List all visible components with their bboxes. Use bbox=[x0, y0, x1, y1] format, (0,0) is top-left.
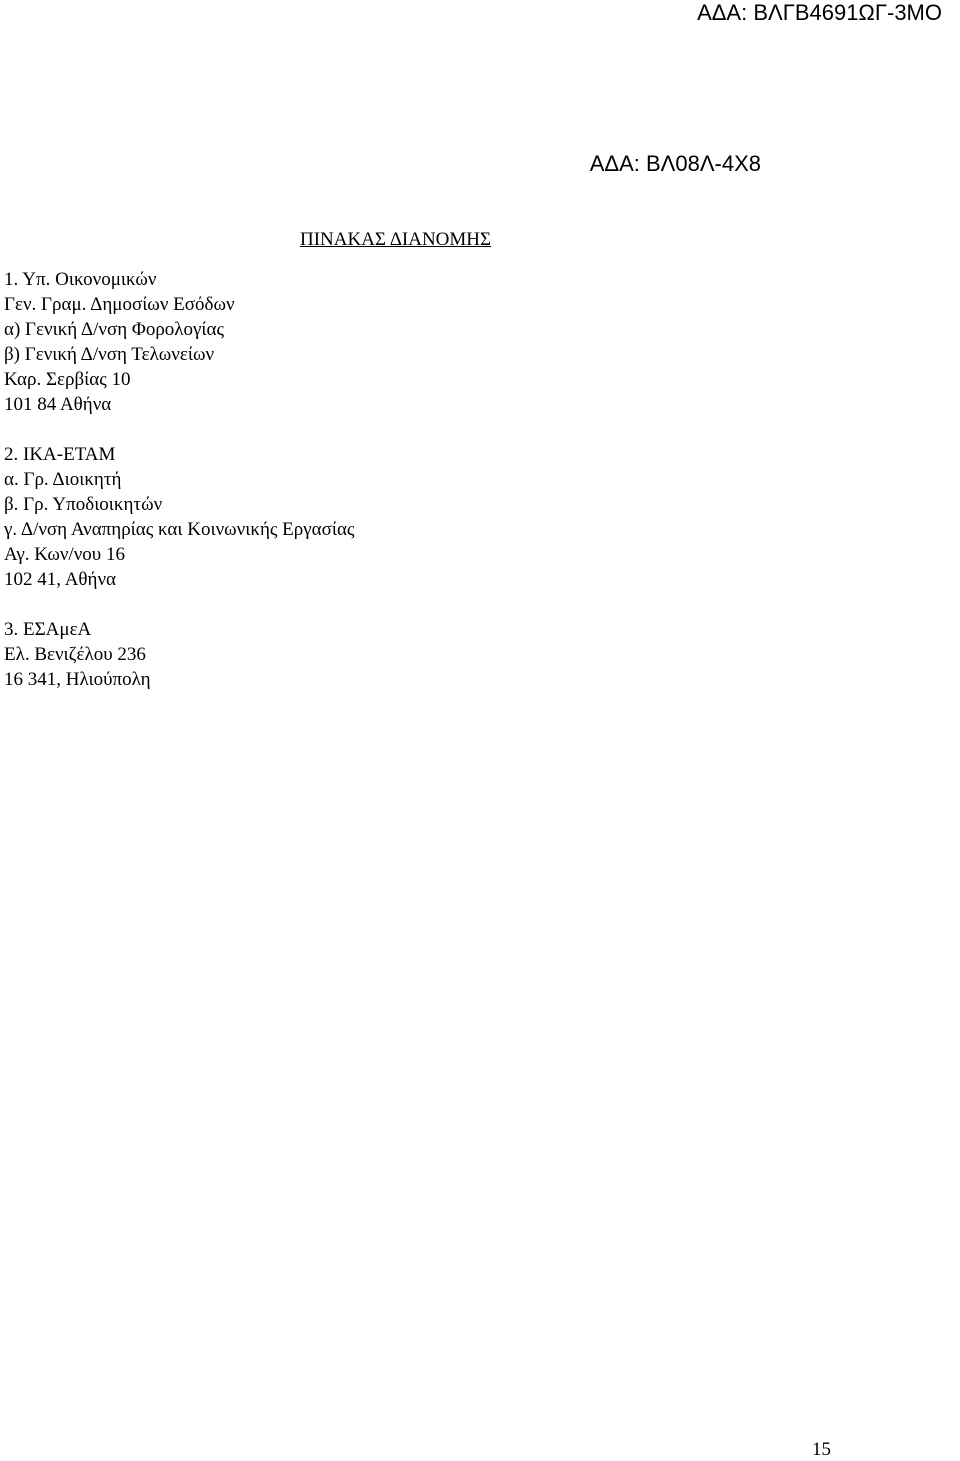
recipient-ministry-finance bbox=[4, 267, 704, 417]
recipient-line: α. Γρ. Διοικητή bbox=[4, 469, 122, 490]
recipient-line: 16 341, Ηλιούπολη bbox=[4, 669, 151, 690]
document-title: ΠΙΝΑΚΑΣ ΔΙΑΝΟΜΗΣ bbox=[300, 229, 492, 250]
recipient-line: 101 84 Αθήνα bbox=[4, 394, 112, 415]
recipient-line: 102 41, Αθήνα bbox=[4, 569, 117, 590]
recipient-ika-etam bbox=[4, 442, 704, 592]
recipient-line: γ. Δ/νση Αναπηρίας και Κοινωνικής Εργασίας bbox=[4, 519, 355, 540]
recipient-line: 2. ΙΚΑ-ΕΤΑΜ bbox=[4, 444, 116, 465]
recipient-line: β) Γενική Δ/νση Τελωνείων bbox=[4, 344, 215, 365]
recipient-line: α) Γενική Δ/νση Φορολογίας bbox=[4, 319, 224, 340]
ada-code-top: ΑΔΑ: ΒΛΓΒ4691ΩΓ-3ΜΟ bbox=[697, 0, 942, 25]
recipient-line: Γεν. Γραμ. Δημοσίων Εσόδων bbox=[4, 294, 235, 315]
ada-code-second: ΑΔΑ: ΒΛ08Λ-4Χ8 bbox=[589, 151, 761, 176]
recipient-line: 1. Υπ. Οικονομικών bbox=[4, 269, 157, 290]
recipient-line: Αγ. Κων/νου 16 bbox=[4, 544, 125, 565]
distribution-list bbox=[4, 267, 704, 717]
recipient-esamea bbox=[4, 617, 704, 692]
recipient-line: 3. ΕΣΑμεΑ bbox=[4, 619, 92, 640]
recipient-line: Ελ. Βενιζέλου 236 bbox=[4, 644, 146, 665]
page-number: 15 bbox=[812, 1439, 831, 1460]
recipient-line: β. Γρ. Υποδιοικητών bbox=[4, 494, 163, 515]
recipient-line: Καρ. Σερβίας 10 bbox=[4, 369, 131, 390]
